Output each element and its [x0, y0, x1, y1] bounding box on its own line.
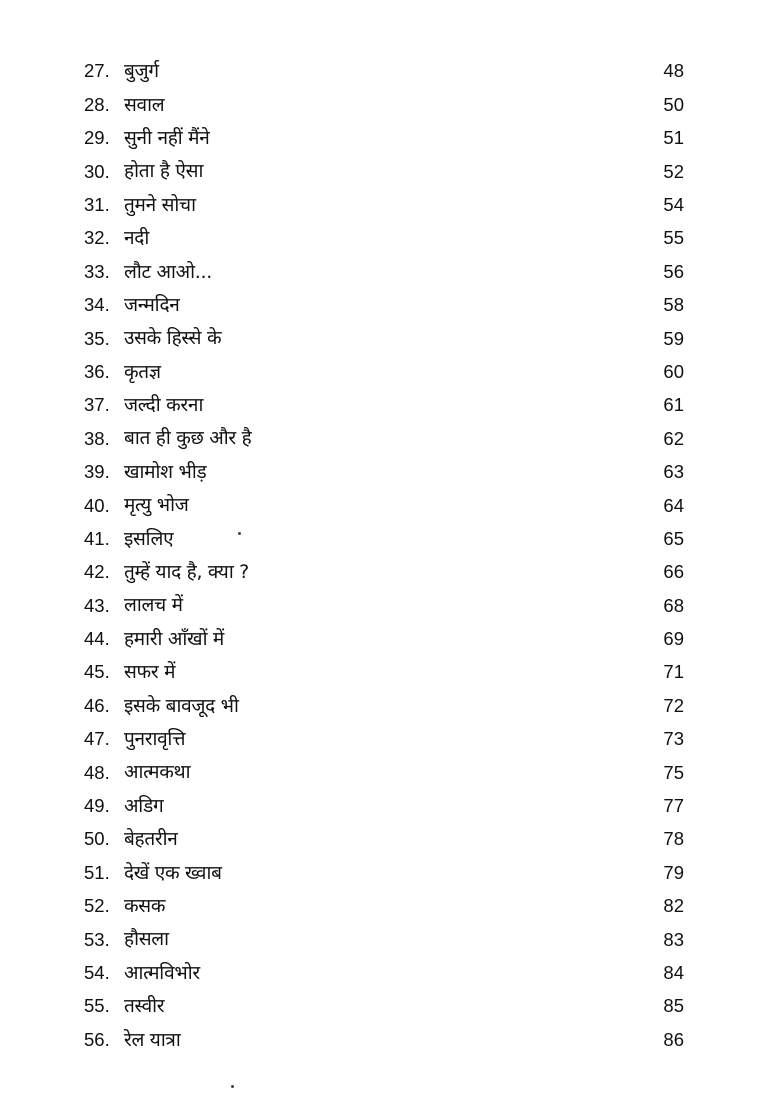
entry-title: खामोश भीड़ — [124, 460, 207, 483]
entry-title: रेल यात्रा — [124, 1028, 181, 1051]
toc-entry — [84, 456, 684, 489]
toc-entry — [84, 923, 684, 956]
entry-title: पुनरावृत्ति — [124, 728, 186, 750]
toc-entry — [84, 189, 684, 222]
toc-entry — [84, 790, 684, 823]
entry-title: सफर में — [124, 661, 176, 684]
entry-number: 35. — [84, 327, 110, 349]
entry-number: 43. — [84, 594, 110, 616]
entry-title: कृतज्ञ — [124, 360, 161, 383]
entry-title: सवाल — [124, 93, 165, 116]
print-speck — [231, 1085, 234, 1088]
entry-page-number: 63 — [663, 461, 684, 483]
toc-entry — [84, 856, 684, 889]
entry-title: सुनी नहीं मैंने — [124, 126, 210, 149]
entry-number: 30. — [84, 160, 110, 182]
entry-page-number: 73 — [663, 728, 684, 750]
toc-entry — [84, 489, 684, 522]
toc-entry — [84, 689, 684, 722]
entry-number: 36. — [84, 360, 110, 382]
entry-title: हमारी आँखों में — [124, 627, 224, 650]
entry-page-number: 69 — [663, 628, 684, 650]
toc-entry — [84, 756, 684, 789]
entry-number: 32. — [84, 227, 110, 249]
toc-entry — [84, 155, 684, 188]
entry-title: तुमने सोचा — [124, 193, 196, 216]
entry-page-number: 61 — [663, 394, 684, 416]
entry-page-number: 77 — [663, 795, 684, 817]
entry-title: इसके बावजूद भी — [124, 694, 239, 717]
entry-title: तस्वीर — [124, 995, 165, 1018]
toc-entry — [84, 589, 684, 622]
entry-page-number: 79 — [663, 861, 684, 883]
toc-entry — [84, 55, 684, 88]
entry-number: 54. — [84, 961, 110, 983]
entry-number: 45. — [84, 661, 110, 683]
entry-page-number: 78 — [663, 828, 684, 850]
toc-entry — [84, 957, 684, 990]
toc-entry — [84, 88, 684, 121]
entry-page-number: 52 — [663, 160, 684, 182]
toc-entry — [84, 356, 684, 389]
entry-title: उसके हिस्से के — [124, 327, 222, 350]
entry-title: लौट आओ... — [124, 260, 212, 283]
toc-entry — [84, 823, 684, 856]
entry-number: 52. — [84, 895, 110, 917]
entry-title: कसक — [124, 894, 166, 917]
entry-number: 38. — [84, 427, 110, 449]
entry-number: 28. — [84, 93, 110, 115]
entry-title: इसलिए — [124, 527, 174, 550]
entry-page-number: 50 — [663, 93, 684, 115]
entry-page-number: 86 — [663, 1028, 684, 1050]
entry-number: 47. — [84, 728, 110, 750]
toc-entry — [84, 255, 684, 288]
entry-number: 49. — [84, 795, 110, 817]
entry-page-number: 68 — [663, 594, 684, 616]
entry-number: 34. — [84, 294, 110, 316]
entry-page-number: 60 — [663, 360, 684, 382]
toc-entry — [84, 556, 684, 589]
entry-number: 42. — [84, 561, 110, 583]
entry-page-number: 48 — [663, 60, 684, 82]
entry-page-number: 72 — [663, 694, 684, 716]
entry-page-number: 62 — [663, 427, 684, 449]
entry-number: 53. — [84, 928, 110, 950]
entry-page-number: 71 — [663, 661, 684, 683]
entry-number: 56. — [84, 1028, 110, 1050]
toc-entry — [84, 890, 684, 923]
entry-page-number: 64 — [663, 494, 684, 516]
entry-title: बात ही कुछ और है — [124, 427, 252, 450]
entry-page-number: 84 — [663, 961, 684, 983]
toc-entry — [84, 422, 684, 455]
entry-title: देखें एक ख्वाब — [124, 861, 222, 884]
entry-page-number: 83 — [663, 928, 684, 950]
entry-page-number: 55 — [663, 227, 684, 249]
entry-number: 40. — [84, 494, 110, 516]
entry-page-number: 54 — [663, 194, 684, 215]
entry-page-number: 85 — [663, 995, 684, 1017]
entry-number: 46. — [84, 694, 110, 716]
entry-page-number: 51 — [663, 127, 684, 149]
entry-title: लालच में — [124, 594, 183, 617]
toc-entry — [84, 990, 684, 1023]
entry-number: 51. — [84, 861, 110, 883]
toc-entry — [84, 289, 684, 322]
entry-page-number: 56 — [663, 260, 684, 282]
entry-number: 31. — [84, 194, 110, 215]
entry-title: हौसला — [124, 928, 169, 951]
entry-page-number: 82 — [663, 895, 684, 917]
entry-number: 33. — [84, 260, 110, 282]
toc-entry — [84, 322, 684, 355]
entry-title: जल्दी करना — [124, 394, 204, 417]
table-of-contents — [84, 55, 684, 1057]
entry-title: आत्मविभोर — [124, 961, 200, 984]
entry-title: बुजुर्ग — [124, 60, 159, 83]
entry-number: 41. — [84, 527, 110, 549]
entry-title: बेहतरीन — [124, 828, 178, 851]
toc-entry — [84, 1023, 684, 1056]
entry-title: तुम्हें याद है, क्या ? — [124, 561, 249, 584]
entry-number: 50. — [84, 828, 110, 850]
entry-title: जन्मदिन — [124, 293, 180, 316]
entry-number: 39. — [84, 461, 110, 483]
entry-number: 27. — [84, 60, 110, 82]
entry-title: होता है ऐसा — [124, 160, 204, 183]
entry-page-number: 66 — [663, 561, 684, 583]
entry-title: मृत्यु भोज — [124, 494, 189, 517]
entry-number: 55. — [84, 995, 110, 1017]
toc-entry — [84, 222, 684, 255]
toc-entry — [84, 389, 684, 422]
entry-page-number: 59 — [663, 327, 684, 349]
toc-entry — [84, 656, 684, 689]
print-speck — [238, 532, 241, 535]
toc-entry — [84, 723, 684, 756]
toc-entry — [84, 623, 684, 656]
entry-title: अडिग — [124, 794, 164, 817]
entry-page-number: 75 — [663, 761, 684, 783]
entry-page-number: 58 — [663, 294, 684, 316]
entry-page-number: 65 — [663, 527, 684, 549]
entry-number: 37. — [84, 394, 110, 416]
entry-number: 48. — [84, 761, 110, 783]
toc-entry — [84, 122, 684, 155]
entry-title: आत्मकथा — [124, 761, 191, 784]
entry-title: नदी — [124, 227, 149, 250]
entry-number: 29. — [84, 127, 110, 149]
entry-number: 44. — [84, 628, 110, 650]
toc-entry — [84, 522, 684, 555]
